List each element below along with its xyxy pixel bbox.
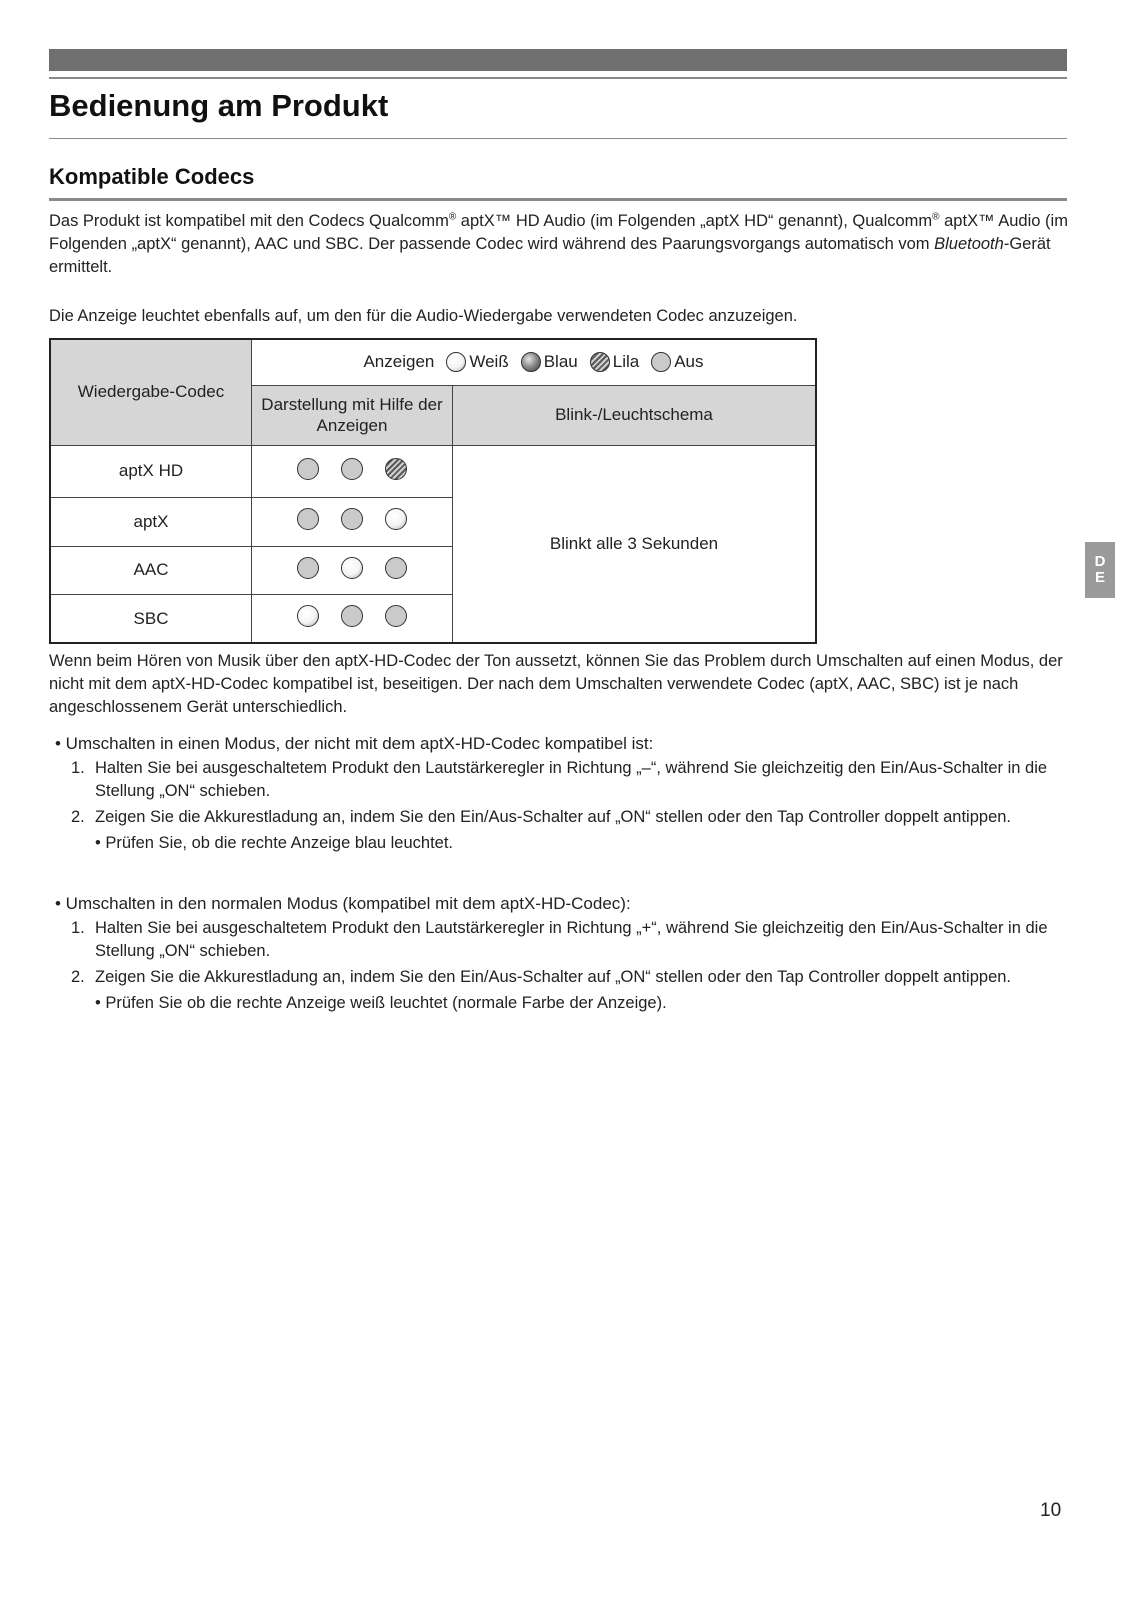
indicator-group bbox=[297, 605, 407, 627]
indicator-group bbox=[297, 557, 407, 579]
intro-text-3: aptX™ Audio (im Folgenden „aptX“ genannt), AAC und SBC. Der passende Codec wird während des Paarungsvorgangs automatisch vom bbox=[49, 212, 1068, 253]
indicator-cell bbox=[252, 595, 453, 643]
aus-indicator-icon bbox=[297, 458, 319, 480]
display-column-header: Darstellung mit Hilfe der Anzeigen bbox=[252, 385, 453, 445]
white-indicator-icon bbox=[446, 352, 466, 372]
step-number: 1. bbox=[71, 759, 85, 777]
intro-text-2: aptX™ HD Audio (im Folgenden „aptX HD“ genannt), Qualcomm bbox=[456, 212, 933, 230]
language-tab-letter: D bbox=[1094, 553, 1106, 570]
step-text: Zeigen Sie die Akkurestladung an, indem Sie den Ein/Aus-Schalter auf „ON“ stellen oder den Tap Controller doppelt antippen. bbox=[95, 808, 1011, 826]
legend-label: Anzeigen bbox=[363, 352, 435, 372]
list-item bbox=[55, 917, 1067, 963]
page-number: 10 bbox=[1040, 1500, 1062, 1521]
codec-name: aptX HD bbox=[50, 445, 252, 498]
step-note: • Prüfen Sie ob die rechte Anzeige weiß leuchtet (normale Farbe der Anzeige). bbox=[95, 994, 667, 1012]
weiss-indicator-icon bbox=[297, 605, 319, 627]
intro-text-1: Das Produkt ist kompatibel mit den Codecs Qualcomm bbox=[49, 212, 449, 230]
step-number: 1. bbox=[71, 919, 85, 937]
legend-cell bbox=[252, 339, 817, 385]
header-bar bbox=[49, 49, 1067, 71]
language-tab-letter: E bbox=[1094, 569, 1105, 586]
indicator-paragraph: Die Anzeige leuchtet ebenfalls auf, um den für die Audio-Wiedergabe verwendeten Codec anzuzeigen. bbox=[49, 307, 798, 325]
indicator-legend bbox=[363, 352, 703, 372]
aus-indicator-icon bbox=[385, 557, 407, 579]
pattern-column-header: Blink-/Leuchtschema bbox=[453, 385, 817, 445]
header-rule bbox=[49, 77, 1067, 79]
step-number: 2. bbox=[71, 808, 85, 826]
lila-indicator-icon bbox=[385, 458, 407, 480]
steps-list bbox=[55, 917, 1067, 989]
list-item bbox=[55, 966, 1067, 989]
weiss-indicator-icon bbox=[341, 557, 363, 579]
switch-section-1 bbox=[55, 732, 1067, 855]
aus-indicator-icon bbox=[297, 508, 319, 530]
page-title: Bedienung am Produkt bbox=[49, 88, 389, 123]
step-note: • Prüfen Sie, ob die rechte Anzeige blau leuchtet. bbox=[95, 834, 454, 852]
troubleshoot-paragraph: Wenn beim Hören von Musik über den aptX-HD-Codec der Ton aussetzt, können Sie das Problem durch Umschalten auf einen Modus, der nicht mit dem aptX-HD-Codec kompatibel ist, beseitigen. Der nach dem Umschalten verwendete Codec (aptX, AAC, SBC) ist je nach angeschlossenem Gerät unterschiedlich. bbox=[49, 652, 1063, 716]
codec-table bbox=[49, 338, 817, 644]
section-rule bbox=[49, 198, 1067, 201]
codec-name: SBC bbox=[50, 595, 252, 643]
legend-white bbox=[446, 352, 508, 372]
table-row bbox=[50, 445, 816, 498]
legend-purple-label: Lila bbox=[612, 352, 640, 372]
title-rule bbox=[49, 138, 1067, 139]
aus-indicator-icon bbox=[341, 605, 363, 627]
section-heading: • Umschalten in den normalen Modus (kompatibel mit dem aptX-HD-Codec): bbox=[55, 894, 631, 913]
steps-list bbox=[55, 757, 1067, 829]
purple-indicator-icon bbox=[590, 352, 610, 372]
indicator-group bbox=[297, 508, 407, 530]
aus-indicator-icon bbox=[385, 605, 407, 627]
indicator-group bbox=[297, 458, 407, 480]
registered-mark: ® bbox=[932, 211, 940, 223]
section-heading: • Umschalten in einen Modus, der nicht mit dem aptX-HD-Codec kompatibel ist: bbox=[55, 734, 654, 753]
step-text: Halten Sie bei ausgeschaltetem Produkt den Lautstärkeregler in Richtung „+“, während Sie gleichzeitig den Ein/Aus-Schalter in die Stellung „ON“ schieben. bbox=[95, 919, 1048, 960]
blink-pattern: Blinkt alle 3 Sekunden bbox=[453, 445, 817, 643]
intro-paragraph bbox=[49, 210, 1069, 279]
codec-name: aptX bbox=[50, 498, 252, 546]
codec-name: AAC bbox=[50, 546, 252, 594]
indicator-cell bbox=[252, 498, 453, 546]
step-text: Halten Sie bei ausgeschaltetem Produkt den Lautstärkeregler in Richtung „–“, während Sie gleichzeitig den Ein/Aus-Schalter in die Stellung „ON“ schieben. bbox=[95, 759, 1048, 800]
weiss-indicator-icon bbox=[385, 508, 407, 530]
legend-off-label: Aus bbox=[674, 352, 704, 372]
bluetooth-term: Bluetooth bbox=[934, 235, 1004, 253]
step-number: 2. bbox=[71, 968, 85, 986]
indicator-cell bbox=[252, 546, 453, 594]
legend-white-label: Weiß bbox=[469, 352, 509, 372]
aus-indicator-icon bbox=[341, 508, 363, 530]
codec-column-header: Wiedergabe-Codec bbox=[50, 339, 252, 445]
language-tab bbox=[1085, 542, 1115, 598]
legend-blue-label: Blau bbox=[543, 352, 578, 372]
list-item bbox=[55, 806, 1067, 829]
aus-indicator-icon bbox=[297, 557, 319, 579]
list-item bbox=[55, 757, 1067, 803]
switch-section-2 bbox=[55, 892, 1067, 1015]
intro-text-4: -Gerät ermittelt. bbox=[49, 235, 1051, 276]
section-title: Kompatible Codecs bbox=[49, 164, 255, 189]
legend-purple bbox=[590, 352, 639, 372]
legend-off bbox=[651, 352, 703, 372]
step-text: Zeigen Sie die Akkurestladung an, indem Sie den Ein/Aus-Schalter auf „ON“ stellen oder den Tap Controller doppelt antippen. bbox=[95, 968, 1011, 986]
aus-indicator-icon bbox=[341, 458, 363, 480]
blue-indicator-icon bbox=[521, 352, 541, 372]
registered-mark: ® bbox=[448, 211, 457, 223]
indicator-cell bbox=[252, 445, 453, 498]
legend-blue bbox=[521, 352, 578, 372]
off-indicator-icon bbox=[651, 352, 671, 372]
